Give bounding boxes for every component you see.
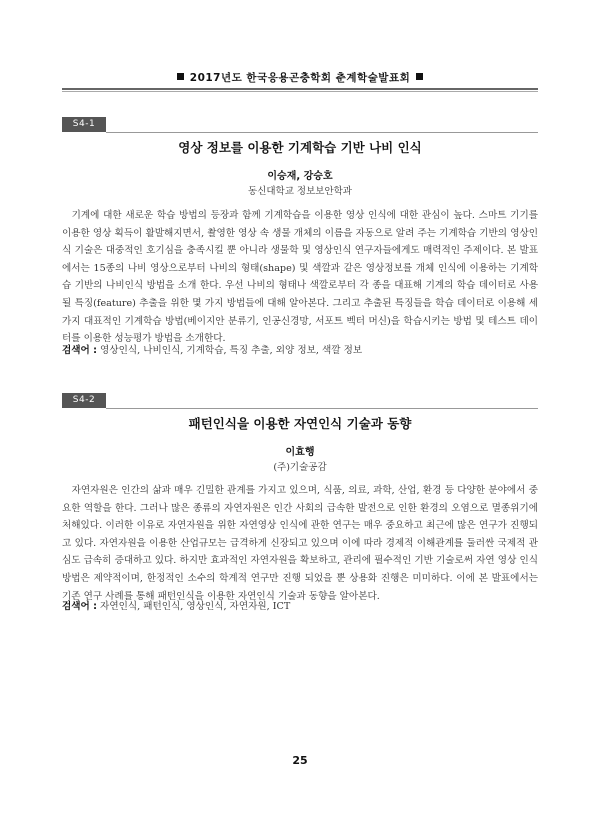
keywords-list: 영상인식, 나비인식, 기계학습, 특징 추출, 외양 정보, 색깔 정보 bbox=[100, 345, 363, 356]
keywords-list: 자연인식, 패턴인식, 영상인식, 자연자원, ICT bbox=[100, 601, 291, 612]
paper-abstract: 기계에 대한 새로운 학습 방법의 등장과 함께 기계학습을 이용한 영상 인식에 대한 관심이 높다. 스마트 기기를 이용한 영상 획득이 활발해지면서, 촬영한 영상 속 생물 개체의 이름을 자동으로 알려 주는 기계학습 기반의 영상인식 기술은 대중적인 호기심을 충족시킬 뿐 아니라 생물학 및 영상인식 연구자들에게도 매력적인 주제이다. 본 발표에서는 15종의 나비 영상으로부터 나비의 형태(shape) 및 색깔과 같은 영상정보를 개체 인식에 이용하는 기계학습 기반의 나비인식 방법을 소개 한다. 우선 나비의 형태나 색깔로부터 각 종을 대표해 기계의 학습 데이터로 사용될 특징(feature) 추출을 위한 몇 가지 방법들에 대해 알아본다. 그리고 추출된 특징들을 학습 데이터로 이용해 세 가지 대표적인 기계학습 방법(베이지안 분류기, 인공신경망, 서포트 벡터 머신)을 학습시키는 방법 및 테스트 데이터를 이용한 성능평가 방법을 소개한다. bbox=[62, 210, 538, 345]
header-rule bbox=[62, 88, 538, 90]
paper-title: 영상 정보를 이용한 기계학습 기반 나비 인식 bbox=[178, 140, 422, 155]
paper-affiliation: 동신대학교 정보보안학과 bbox=[248, 186, 352, 197]
header-rule-thin bbox=[62, 91, 538, 92]
paper-authors: 이승재, 강승호 bbox=[267, 171, 333, 182]
paper-abstract: 자연자원은 인간의 삶과 매우 긴밀한 관계를 가지고 있으며, 식품, 의료, 과학, 산업, 환경 등 다양한 분야에서 중요한 역할을 한다. 그러나 많은 종류의 자연자원은 인간 사회의 급속한 발전으로 인한 환경의 오염으로 멸종위기에 처해있다. 이러한 이유로 자연자원을 위한 자연영상 인식에 관한 연구는 매우 중요하고 최근에 많은 연구가 진행되고 있다. 자연자원을 이용한 산업규모는 급격하게 신장되고 있으며 이에 따라 경제적 이해관계를 둘러싼 국제적 관심도 급속히 증대하고 있다. 하지만 효과적인 자연자원을 확보하고, 관리에 필수적인 기반 기술로써 자연 영상 인식 방법은 제약적이며, 한정적인 소수의 학계적 연구만 진행 되었을 뿐 상용화 진행은 미미하다. 이에 본 발표에서는 기존 연구 사례를 통해 패턴인식을 이용한 자연인식 기술과 동향을 알아본다. bbox=[62, 485, 538, 602]
square-bullet-icon bbox=[416, 73, 423, 80]
session-code-badge: S4-2 bbox=[62, 393, 106, 408]
keywords-label: 검색어 : bbox=[62, 345, 97, 356]
page-header bbox=[0, 70, 600, 85]
session-code-badge: S4-1 bbox=[62, 117, 106, 132]
paper-title: 패턴인식을 이용한 자연인식 기술과 동향 bbox=[188, 416, 412, 431]
page-number: 25 bbox=[292, 754, 308, 767]
paper-authors: 이효행 bbox=[285, 447, 315, 458]
section-divider bbox=[106, 408, 538, 409]
section-divider bbox=[106, 132, 538, 133]
paper-keywords bbox=[62, 342, 538, 356]
conference-title: 2017년도 한국응용곤충학회 춘계학술발표회 bbox=[189, 72, 411, 84]
square-bullet-icon bbox=[177, 73, 184, 80]
keywords-label: 검색어 : bbox=[62, 601, 97, 612]
paper-keywords bbox=[62, 598, 538, 612]
paper-affiliation: (주)기술공감 bbox=[273, 462, 327, 473]
